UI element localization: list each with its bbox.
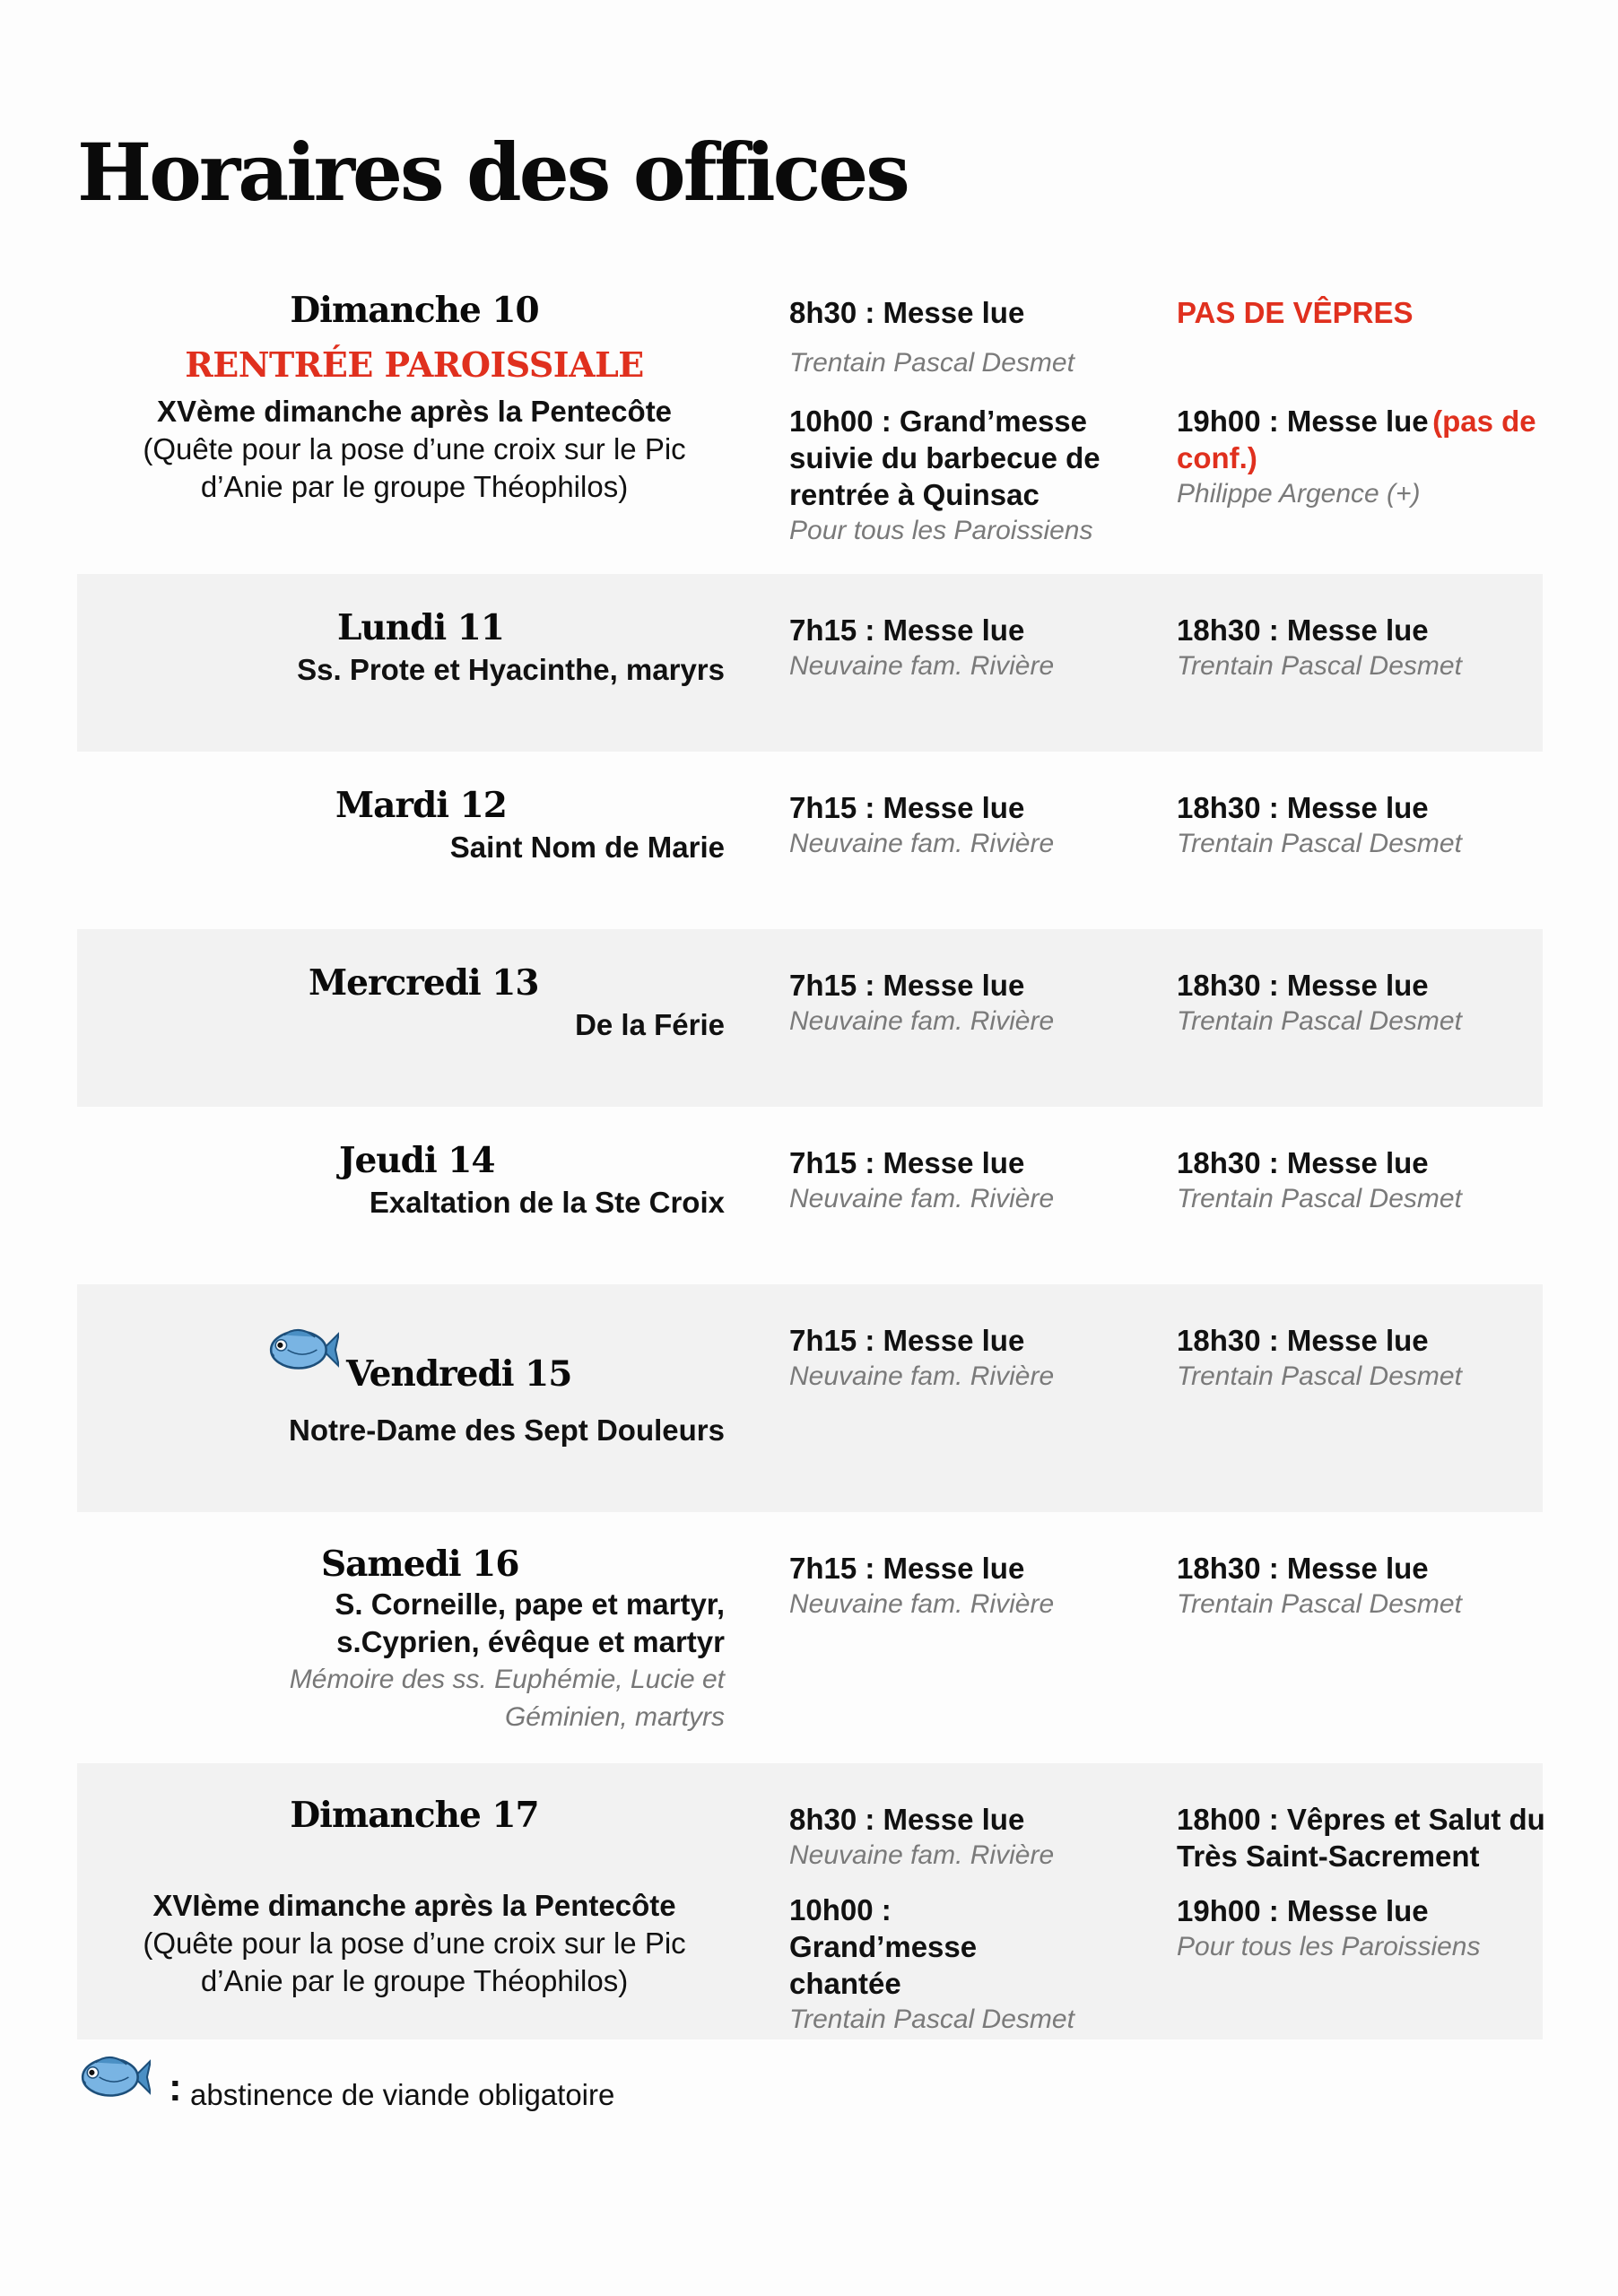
feast-name: Saint Nom de Marie [449,831,725,864]
mass-time: 8h30 : Messe lue [789,1803,1025,1836]
memorial-note: Mémoire des ss. Euphémie, Lucie et Géminien, martyrs [289,1665,725,1732]
mass-intention: Neuvaine fam. Rivière [789,829,1055,858]
mass-intention: Neuvaine fam. Rivière [789,651,1055,681]
mass-intention: Trentain Pascal Desmet [1177,1006,1462,1036]
mass-time: 7h15 : Messe lue [789,969,1025,1002]
fish-icon [77,2049,151,2105]
day-row-jeudi-14 [77,1107,1543,1284]
mass-intention: Neuvaine fam. Rivière [789,1361,1055,1391]
mass-intention: Trentain Pascal Desmet [1177,1361,1462,1391]
evening-column [1177,1550,1553,1622]
legend-separator: : [169,2066,182,2109]
mass-intention: Pour tous les Paroissiens [789,516,1093,545]
mass-time: 8h30 : Messe lue [789,296,1025,329]
mass-time: 7h15 : Messe lue [789,791,1025,824]
mass-time: 7h15 : Messe lue [789,613,1025,647]
feast-name: Ss. Prote et Hyacinthe, maryrs [297,653,725,686]
no-vespers-notice: PAS DE VÊPRES [1177,296,1414,329]
mass-intention: Neuvaine fam. Rivière [789,1184,1055,1213]
day-row-lundi-11 [77,574,1543,752]
mass-time: 18h00 : Vêpres et Salut du Très Saint-Sacrement [1177,1803,1545,1873]
feast-name: XVIème dimanche après la Pentecôte [152,1889,676,1922]
feast-name: XVème dimanche après la Pentecôte [156,395,673,428]
morning-column [789,1801,1148,2038]
mass-time: 10h00 : Grand’messe chantée [789,1893,978,2000]
mass-intention: Trentain Pascal Desmet [1177,651,1462,681]
mass-intention: Neuvaine fam. Rivière [789,1840,1055,1870]
collection-note: (Quête pour la pose d’une croix sur le Pic d’Anie par le groupe Théophilos) [143,1926,686,1997]
fish-icon [265,1322,339,1378]
morning-column [789,612,1148,684]
mass-time: 19h00 : Messe lue [1177,404,1429,438]
evening-column [1177,1144,1553,1217]
page-title: Horaires des offices [77,126,908,219]
mass-intention: Trentain Pascal Desmet [1177,1589,1462,1619]
mass-time: 18h30 : Messe lue [1177,1552,1429,1585]
morning-column [789,1322,1148,1395]
mass-intention: Trentain Pascal Desmet [789,2005,1074,2034]
mass-time: 7h15 : Messe lue [789,1146,1025,1179]
morning-column [789,789,1148,862]
mass-time: 18h30 : Messe lue [1177,1324,1429,1357]
mass-intention: Neuvaine fam. Rivière [789,1006,1055,1036]
mass-time: 18h30 : Messe lue [1177,791,1429,824]
evening-column [1177,1322,1553,1395]
rentree-banner: RENTRÉE PAROISSIALE [185,344,644,385]
mass-intention: Trentain Pascal Desmet [789,348,1074,378]
feast-name: Notre-Dame des Sept Douleurs [289,1413,725,1447]
evening-column [1177,294,1553,512]
morning-column [789,294,1148,549]
day-row-mercredi-13 [77,929,1543,1107]
day-name: Samedi 16 [321,1544,519,1585]
legend-text: abstinence de viande obligatoire [190,2078,615,2111]
morning-column [789,1550,1148,1622]
day-row-samedi-16 [77,1512,1543,1763]
evening-column [1177,612,1553,684]
morning-column [789,1144,1148,1217]
feast-name: De la Férie [575,1008,725,1041]
day-name: Lundi 11 [337,607,505,648]
evening-mass [1177,403,1553,476]
mass-time: 18h30 : Messe lue [1177,1146,1429,1179]
mass-time: 10h00 : Grand’messe suivie du barbecue de rentrée à Quinsac [789,404,1100,511]
mass-intention: Pour tous les Paroissiens [1177,1932,1481,1961]
no-confession-note: (pas de conf.) [1177,404,1536,474]
legend [77,2040,884,2112]
mass-intention: Philippe Argence (+) [1177,479,1421,509]
evening-column [1177,789,1553,862]
mass-time: 18h30 : Messe lue [1177,969,1429,1002]
day-name: Dimanche 17 [290,1795,539,1836]
mass-time: 7h15 : Messe lue [789,1552,1025,1585]
collection-note: (Quête pour la pose d’une croix sur le Pic d’Anie par le groupe Théophilos) [143,432,686,503]
evening-column [1177,1801,1553,1965]
day-row-mardi-12 [77,752,1543,929]
day-name: Dimanche 10 [290,290,539,331]
day-name: Jeudi 14 [339,1140,495,1181]
feast-name: S. Corneille, pape et martyr, s.Cyprien, évêque et martyr [335,1587,725,1658]
day-row-dimanche-10 [77,280,1543,574]
mass-intention: Trentain Pascal Desmet [1177,1184,1462,1213]
day-name: Vendredi 15 [346,1353,572,1395]
feast-name: Exaltation de la Ste Croix [369,1186,725,1219]
mass-time: 7h15 : Messe lue [789,1324,1025,1357]
day-name: Mardi 12 [335,785,507,826]
mass-time: 19h00 : Messe lue [1177,1894,1429,1927]
day-row-dimanche-17 [77,1763,1543,2039]
mass-time: 18h30 : Messe lue [1177,613,1429,647]
day-name: Mercredi 13 [309,962,539,1004]
day-info [77,1794,752,2000]
morning-column [789,967,1148,1039]
evening-column [1177,967,1553,1039]
mass-intention: Neuvaine fam. Rivière [789,1589,1055,1619]
mass-intention: Trentain Pascal Desmet [1177,829,1462,858]
day-row-vendredi-15 [77,1284,1543,1512]
day-info [77,289,752,506]
